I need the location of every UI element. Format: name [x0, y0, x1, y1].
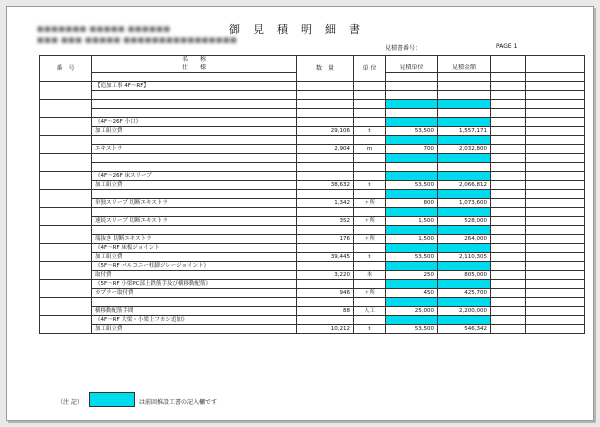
price-cell-top — [386, 316, 438, 325]
price-cell-top — [386, 154, 438, 163]
item-name-line2: 加工組立費 — [92, 181, 297, 190]
c7-cell — [491, 145, 526, 154]
unit-cell-top — [354, 208, 386, 217]
header-name: 名 称 — [92, 56, 297, 65]
price-cell: 800 — [386, 199, 438, 208]
qty-cell: 1,342 — [297, 199, 354, 208]
price-cell-top — [386, 136, 438, 145]
item-name-line2 — [92, 163, 297, 172]
unit-cell — [354, 109, 386, 118]
unit-cell: ヶ所 — [354, 289, 386, 298]
note-label: （注 記） — [57, 399, 83, 406]
unit-cell-top — [354, 316, 386, 325]
price-cell-top — [386, 208, 438, 217]
item-name-line1 — [92, 100, 297, 109]
table-row-sub — [40, 289, 585, 298]
header-row-1 — [40, 56, 585, 65]
amount-cell-top — [438, 154, 491, 163]
amount-cell — [438, 91, 491, 100]
price-cell — [386, 91, 438, 100]
redacted-company-line2: ■■■ ■■■ ■■■■■ ■■■■■■■■■■■■■■■■ — [37, 36, 238, 44]
c7-cell-top — [491, 100, 526, 109]
item-name-line2: 連続スリーブ 切断エキストラ — [92, 217, 297, 226]
row-number-cell — [40, 190, 92, 208]
c8-cell-top — [526, 316, 585, 325]
table-row-sub — [40, 163, 585, 172]
table-row-sub — [40, 271, 585, 280]
unit-cell-top — [354, 298, 386, 307]
c8-cell — [526, 289, 585, 298]
header-blank-price-bottom — [386, 73, 438, 82]
table-row-sub — [40, 109, 585, 118]
c8-cell-top — [526, 82, 585, 91]
amount-cell: 2,200,000 — [438, 307, 491, 316]
c7-cell — [491, 181, 526, 190]
estimate-rows — [40, 82, 585, 334]
price-cell: 53,500 — [386, 127, 438, 136]
qty-cell: 10,212 — [297, 325, 354, 334]
c8-cell — [526, 91, 585, 100]
c7-cell-top — [491, 154, 526, 163]
table-row-sub — [40, 127, 585, 136]
c7-cell — [491, 235, 526, 244]
header-blank-c7-top — [491, 56, 526, 65]
c8-cell-top — [526, 280, 585, 289]
price-cell: 53,500 — [386, 181, 438, 190]
row-number-cell — [40, 208, 92, 226]
price-cell — [386, 109, 438, 118]
c8-cell — [526, 109, 585, 118]
c7-cell-top — [491, 316, 526, 325]
row-number-cell — [40, 244, 92, 262]
qty-cell — [297, 163, 354, 172]
price-cell: 450 — [386, 289, 438, 298]
amount-cell: 528,000 — [438, 217, 491, 226]
c7-cell — [491, 199, 526, 208]
c8-cell — [526, 127, 585, 136]
unit-cell-top — [354, 262, 386, 271]
amount-cell-top — [438, 100, 491, 109]
qty-cell: 39,445 — [297, 253, 354, 262]
table-row-sub — [40, 145, 585, 154]
table-row — [40, 190, 585, 199]
price-cell-top — [386, 244, 438, 253]
table-row-sub — [40, 199, 585, 208]
item-name-line2: エキストラ — [92, 145, 297, 154]
c7-cell-top — [491, 262, 526, 271]
header-blank-c7 — [491, 64, 526, 73]
c7-cell-top — [491, 298, 526, 307]
c8-cell-top — [526, 100, 585, 109]
amount-cell: 805,000 — [438, 271, 491, 280]
header-blank-spec-bottom — [92, 73, 297, 82]
header-spec: 仕 様 — [92, 64, 297, 73]
document-sheet — [6, 6, 594, 421]
note-color-swatch — [89, 392, 135, 407]
c7-cell-top — [491, 136, 526, 145]
amount-cell-top — [438, 280, 491, 289]
qty-cell-top — [297, 190, 354, 199]
item-name-line2: 加工組立費 — [92, 325, 297, 334]
table-row — [40, 154, 585, 163]
table-row — [40, 262, 585, 271]
item-name-line2: 加工組立費 — [92, 253, 297, 262]
c7-cell-top — [491, 82, 526, 91]
c8-cell — [526, 181, 585, 190]
header-blank-c8 — [526, 64, 585, 73]
unit-cell — [354, 91, 386, 100]
header-blank-amount-bottom — [438, 73, 491, 82]
item-name-line1 — [92, 298, 297, 307]
item-name-line1 — [92, 208, 297, 217]
c7-cell — [491, 91, 526, 100]
c8-cell — [526, 307, 585, 316]
unit-cell: t — [354, 181, 386, 190]
table-row — [40, 118, 585, 127]
c8-cell-top — [526, 136, 585, 145]
amount-cell: 2,066,812 — [438, 181, 491, 190]
header-unit: 単 位 — [354, 56, 386, 82]
price-cell-top — [386, 190, 438, 199]
amount-cell-top — [438, 298, 491, 307]
item-name-line2: 取付費 — [92, 271, 297, 280]
price-cell-top — [386, 100, 438, 109]
price-cell-top — [386, 280, 438, 289]
table-row — [40, 136, 585, 145]
c8-cell-top — [526, 118, 585, 127]
header-amount: 見積金額 — [438, 64, 491, 73]
price-cell: 1,500 — [386, 235, 438, 244]
c7-cell-top — [491, 280, 526, 289]
note-text: は前回推設工書の記入欄です — [139, 399, 218, 406]
qty-cell-top — [297, 298, 354, 307]
amount-cell-top — [438, 226, 491, 235]
qty-cell: 88 — [297, 307, 354, 316]
table-row-sub — [40, 91, 585, 100]
price-cell: 25,000 — [386, 307, 438, 316]
price-cell: 53,500 — [386, 325, 438, 334]
page-number-label: PAGE 1 — [496, 43, 518, 50]
header-no: 番 号 — [40, 56, 92, 82]
c7-cell-top — [491, 244, 526, 253]
amount-cell-top — [438, 208, 491, 217]
qty-cell — [297, 109, 354, 118]
table-row — [40, 82, 585, 91]
amount-cell: 425,700 — [438, 289, 491, 298]
unit-cell-top — [354, 190, 386, 199]
unit-cell — [354, 163, 386, 172]
amount-cell-top — [438, 136, 491, 145]
c7-cell — [491, 163, 526, 172]
amount-cell-top — [438, 262, 491, 271]
item-name-line2: 単独スリーブ 切断エキストラ — [92, 199, 297, 208]
table-row-sub — [40, 235, 585, 244]
row-number-cell — [40, 262, 92, 280]
unit-cell: t — [354, 325, 386, 334]
c7-cell — [491, 289, 526, 298]
unit-cell-top — [354, 136, 386, 145]
header-qty: 数 量 — [297, 56, 354, 82]
item-name-line2: 加工組立費 — [92, 127, 297, 136]
table-row — [40, 208, 585, 217]
qty-cell-top — [297, 262, 354, 271]
unit-cell-top — [354, 226, 386, 235]
header-unit-price: 見積単位 — [386, 64, 438, 73]
table-row-sub — [40, 253, 585, 262]
unit-cell: m — [354, 145, 386, 154]
c8-cell — [526, 253, 585, 262]
table-row — [40, 316, 585, 325]
estimate-table — [39, 55, 585, 334]
quote-number-label: 見積書番号： — [385, 45, 422, 52]
c7-cell — [491, 217, 526, 226]
qty-cell-top — [297, 316, 354, 325]
qty-cell: 352 — [297, 217, 354, 226]
qty-cell: 29,106 — [297, 127, 354, 136]
header-blank-price-top — [386, 56, 438, 65]
price-cell: 700 — [386, 145, 438, 154]
amount-cell-top — [438, 118, 491, 127]
c7-cell-top — [491, 208, 526, 217]
qty-cell-top — [297, 136, 354, 145]
table-row — [40, 298, 585, 307]
price-cell-top — [386, 82, 438, 91]
c8-cell — [526, 163, 585, 172]
unit-cell: 人工 — [354, 307, 386, 316]
row-number-cell — [40, 172, 92, 190]
price-cell-top — [386, 118, 438, 127]
qty-cell-top — [297, 208, 354, 217]
header-blank-c8-bottom — [526, 73, 585, 82]
qty-cell-top — [297, 172, 354, 181]
price-cell-top — [386, 262, 438, 271]
qty-cell-top — [297, 100, 354, 109]
c7-cell-top — [491, 226, 526, 235]
qty-cell: 38,632 — [297, 181, 354, 190]
qty-cell-top — [297, 244, 354, 253]
item-name-line1: 【追加工事 4F～RF】 — [92, 82, 297, 91]
qty-cell: 176 — [297, 235, 354, 244]
c7-cell — [491, 253, 526, 262]
unit-cell: t — [354, 127, 386, 136]
price-cell: 1,500 — [386, 217, 438, 226]
qty-cell-top — [297, 280, 354, 289]
amount-cell: 264,000 — [438, 235, 491, 244]
amount-cell-top — [438, 244, 491, 253]
item-name-line2: カプラー取付費 — [92, 289, 297, 298]
unit-cell-top — [354, 172, 386, 181]
price-cell — [386, 163, 438, 172]
qty-cell — [297, 91, 354, 100]
qty-cell-top — [297, 82, 354, 91]
table-row — [40, 280, 585, 289]
amount-cell-top — [438, 316, 491, 325]
row-number-cell — [40, 154, 92, 172]
table-row-sub — [40, 307, 585, 316]
price-cell-top — [386, 172, 438, 181]
qty-cell: 2,904 — [297, 145, 354, 154]
c8-cell-top — [526, 172, 585, 181]
row-number-cell — [40, 298, 92, 316]
item-name-line1 — [92, 190, 297, 199]
c8-cell — [526, 271, 585, 280]
c8-cell-top — [526, 298, 585, 307]
amount-cell — [438, 163, 491, 172]
c7-cell — [491, 307, 526, 316]
item-name-line2 — [92, 91, 297, 100]
item-name-line1: 《4F～26F 小口》 — [92, 118, 297, 127]
c7-cell — [491, 271, 526, 280]
unit-cell: t — [354, 253, 386, 262]
amount-cell: 1,557,171 — [438, 127, 491, 136]
item-name-line1: 《5F～RF バルコニー柱脚ジレージョイント》 — [92, 262, 297, 271]
c8-cell — [526, 217, 585, 226]
unit-cell-top — [354, 154, 386, 163]
document-title: 御見積明細書 — [229, 23, 373, 36]
amount-cell-top — [438, 172, 491, 181]
c8-cell-top — [526, 262, 585, 271]
c8-cell — [526, 145, 585, 154]
c8-cell-top — [526, 154, 585, 163]
table-row — [40, 172, 585, 181]
item-name-line2: 横移動配筋手間 — [92, 307, 297, 316]
item-name-line2 — [92, 109, 297, 118]
table-row-sub — [40, 181, 585, 190]
qty-cell: 3,220 — [297, 271, 354, 280]
c7-cell — [491, 325, 526, 334]
c8-cell — [526, 199, 585, 208]
c7-cell — [491, 127, 526, 136]
header-blank-c7-bottom — [491, 73, 526, 82]
c8-cell-top — [526, 208, 585, 217]
qty-cell: 946 — [297, 289, 354, 298]
table-row — [40, 226, 585, 235]
c7-cell-top — [491, 190, 526, 199]
header-blank-amount-top — [438, 56, 491, 65]
c8-cell-top — [526, 244, 585, 253]
item-name-line1 — [92, 154, 297, 163]
amount-cell: 1,073,600 — [438, 199, 491, 208]
unit-cell-top — [354, 100, 386, 109]
item-name-line1: 《4F～26F 床スリーブ — [92, 172, 297, 181]
row-number-cell — [40, 316, 92, 334]
amount-cell: 2,032,800 — [438, 145, 491, 154]
amount-cell — [438, 109, 491, 118]
row-number-cell — [40, 136, 92, 154]
unit-cell: ヶ所 — [354, 235, 386, 244]
unit-cell-top — [354, 244, 386, 253]
item-name-line1 — [92, 136, 297, 145]
item-name-line2: 端抜き 切断エキストラ — [92, 235, 297, 244]
c7-cell — [491, 109, 526, 118]
price-cell: 53,500 — [386, 253, 438, 262]
item-name-line1: 《4F～RF 床板ジョイント — [92, 244, 297, 253]
unit-cell: ヶ所 — [354, 217, 386, 226]
qty-cell-top — [297, 118, 354, 127]
row-number-cell — [40, 118, 92, 136]
c8-cell-top — [526, 190, 585, 199]
unit-cell-top — [354, 82, 386, 91]
table-row — [40, 100, 585, 109]
price-cell: 250 — [386, 271, 438, 280]
row-number-cell — [40, 82, 92, 100]
header-blank-c8-top — [526, 56, 585, 65]
table-row-sub — [40, 325, 585, 334]
item-name-line1: 《5F～RF 小梁PC部上鉄筋手及び横移動配筋》 — [92, 280, 297, 289]
unit-cell: 本 — [354, 271, 386, 280]
unit-cell-top — [354, 280, 386, 289]
c8-cell — [526, 235, 585, 244]
amount-cell-top — [438, 82, 491, 91]
qty-cell-top — [297, 226, 354, 235]
unit-cell-top — [354, 118, 386, 127]
c8-cell — [526, 325, 585, 334]
table-row-sub — [40, 217, 585, 226]
item-name-line1 — [92, 226, 297, 235]
row-number-cell — [40, 226, 92, 244]
price-cell-top — [386, 226, 438, 235]
price-cell-top — [386, 298, 438, 307]
c7-cell-top — [491, 118, 526, 127]
redacted-company-line1: ■■■■■■■ ■■■■■ ■■■■■■ — [37, 25, 171, 33]
row-number-cell — [40, 100, 92, 118]
item-name-line1: 《4F～RF 大梁・小梁上フカシ追加》 — [92, 316, 297, 325]
row-number-cell — [40, 280, 92, 298]
qty-cell-top — [297, 154, 354, 163]
table-row — [40, 244, 585, 253]
c7-cell-top — [491, 172, 526, 181]
unit-cell: ヶ所 — [354, 199, 386, 208]
amount-cell: 2,110,305 — [438, 253, 491, 262]
amount-cell: 546,342 — [438, 325, 491, 334]
c8-cell-top — [526, 226, 585, 235]
amount-cell-top — [438, 190, 491, 199]
